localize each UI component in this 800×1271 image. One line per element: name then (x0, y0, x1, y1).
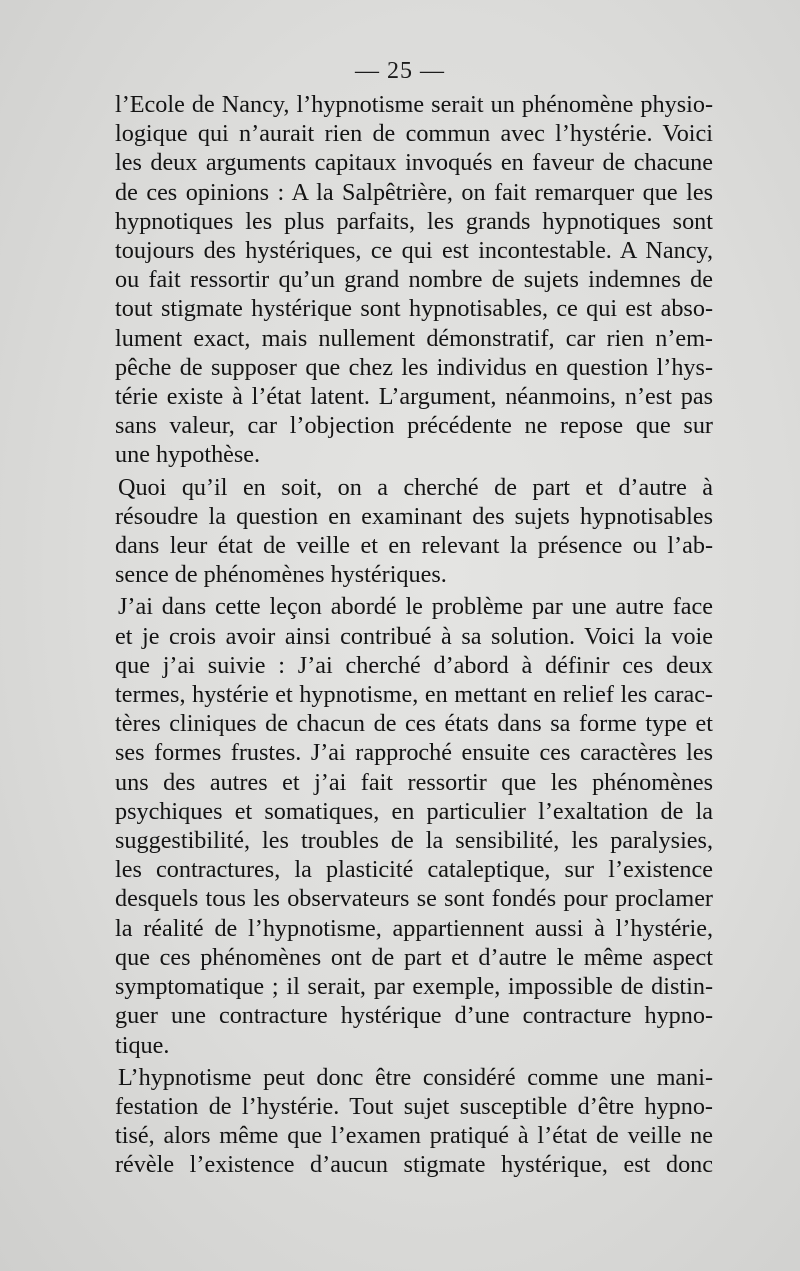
text-line: que ces phénomènes ont de part et d’autre le même aspect (115, 943, 713, 971)
page-number: — 25 — (355, 58, 445, 84)
text-line: les deux arguments capitaux invoqués en faveur de chacune (115, 149, 713, 177)
paragraph-3 (115, 592, 713, 1059)
text-line: logique qui n’aurait rien de commun avec l’hystérie. Voici (115, 120, 713, 148)
text-line: tères cliniques de chacun de ces états dans sa forme type et (115, 710, 713, 738)
text-line: tout stigmate hystérique sont hypnotisables, ce qui est abso- (115, 295, 713, 323)
text-line: uns des autres et j’ai fait ressortir que les phénomènes (115, 768, 713, 796)
text-line: révèle l’existence d’aucun stigmate hystérique, est donc (115, 1151, 713, 1179)
text-line: tique. (115, 1031, 170, 1059)
text-line: hypnotiques les plus parfaits, les grands hypnotiques sont (115, 207, 713, 235)
text-line: lument exact, mais nullement démonstratif, car rien n’em- (115, 324, 713, 352)
text-line: termes, hystérie et hypnotisme, en mettant en relief les carac- (115, 681, 713, 709)
text-line: J’ai dans cette leçon abordé le problème par une autre face (118, 593, 713, 621)
text-line: festation de l’hystérie. Tout sujet susceptible d’être hypno- (115, 1092, 713, 1120)
text-line: les contractures, la plasticité cataleptique, sur l’existence (115, 856, 713, 884)
text-line: sans valeur, car l’objection précédente ne repose que sur (115, 412, 713, 440)
text-line: que j’ai suivie : J’ai cherché d’abord à définir ces deux (115, 651, 713, 679)
text-line: Quoi qu’il en soit, on a cherché de part et d’autre à (118, 473, 713, 501)
paragraph-4 (115, 1063, 713, 1180)
text-line: térie existe à l’état latent. L’argument, néanmoins, n’est pas (115, 383, 713, 411)
paragraph-1 (115, 90, 713, 470)
body-text (115, 90, 713, 1180)
text-line: résoudre la question en examinant des sujets hypnotisables (115, 502, 713, 530)
text-line: dans leur état de veille et en relevant la présence ou l’ab- (115, 532, 713, 560)
text-line: symptomatique ; il serait, par exemple, impossible de distin- (115, 973, 713, 1001)
text-line: toujours des hystériques, ce qui est incontestable. A Nancy, (115, 237, 713, 265)
text-line: pêche de supposer que chez les individus en question l’hys- (115, 353, 713, 381)
text-line: suggestibilité, les troubles de la sensibilité, les paralysies, (115, 827, 713, 855)
text-line: l’Ecole de Nancy, l’hypnotisme serait un phénomène physio- (115, 91, 713, 118)
text-line: la réalité de l’hypnotisme, appartiennent aussi à l’hystérie, (115, 914, 713, 942)
text-line: de ces opinions : A la Salpêtrière, on fait remarquer que les (115, 178, 713, 206)
text-line: ou fait ressortir qu’un grand nombre de sujets indemnes de (115, 266, 713, 294)
text-line: desquels tous les observateurs se sont fondés pour proclamer (115, 885, 713, 913)
text-line: et je crois avoir ainsi contribué à sa solution. Voici la voie (115, 622, 713, 650)
text-line: psychiques et somatiques, en particulier l’exaltation de la (115, 797, 713, 825)
paragraph-2 (115, 473, 713, 590)
text-line: une hypothèse. (115, 441, 261, 469)
text-line: ses formes frustes. J’ai rapproché ensuite ces caractères les (115, 739, 713, 767)
text-line: L’hypnotisme peut donc être considéré comme une mani- (118, 1063, 713, 1091)
text-line: guer une contracture hystérique d’une contracture hypno- (115, 1002, 713, 1030)
text-line: sence de phénomènes hystériques. (115, 561, 447, 589)
text-line: tisé, alors même que l’examen pratiqué à l’état de veille ne (115, 1122, 713, 1150)
